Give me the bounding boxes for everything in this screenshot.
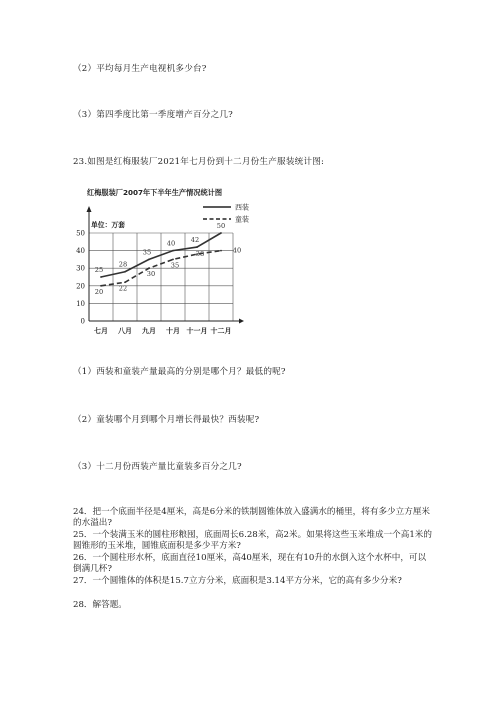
line-chart: [73, 183, 273, 348]
y-tick-label: 20: [76, 282, 85, 291]
y-axis-arrow: [87, 206, 92, 212]
data-point: [124, 281, 126, 283]
legend-label: 童装: [235, 215, 249, 224]
data-label: 28: [118, 260, 128, 269]
problem-25: 25．一个装满玉米的圆柱形粮囤，底面周长6.28米，高2米。如果将这些玉米堆成一个高1米的圆锥形的玉米堆，圆锥底面积是多少平方米?: [73, 530, 432, 552]
data-label: 50: [216, 222, 226, 230]
data-label: 38: [195, 250, 205, 259]
data-label: 40: [232, 246, 242, 255]
x-axis-arrow: [239, 319, 244, 324]
y-axis-unit-label: 单位：万套: [91, 221, 125, 229]
y-tick-label: 30: [76, 264, 85, 273]
y-tick-label: 50: [76, 229, 85, 238]
y-axis-ticks: [76, 230, 85, 326]
question-23-intro: 23.如图是红梅服装厂2021年七月份到十二月份生产服装统计图:: [73, 157, 325, 167]
data-point: [220, 250, 222, 252]
data-point: [100, 285, 102, 287]
x-tick-label: 八月: [118, 327, 132, 335]
data-label: 42: [190, 236, 200, 245]
y-tick-label: 10: [76, 299, 85, 308]
data-label: 35: [142, 248, 152, 257]
x-tick-label: 十月: [166, 327, 180, 335]
data-point: [172, 250, 174, 252]
data-point: [148, 267, 150, 269]
question-2: （2）平均每月生产电视机多少台?: [73, 64, 207, 74]
y-tick-label: 40: [76, 247, 85, 256]
problem-28: 28．解答题。: [73, 600, 127, 610]
x-axis-ticks: [94, 326, 232, 335]
data-label: 35: [170, 261, 180, 270]
data-point: [100, 276, 102, 278]
chart-title: 红梅服装厂2007年下半年生产情况统计图: [87, 188, 223, 197]
x-tick-label: 十二月: [210, 327, 232, 335]
y-tick-label: 0: [80, 317, 85, 326]
data-point: [172, 259, 174, 261]
question-3: （3）第四季度比第一季度增产百分之几?: [73, 110, 233, 120]
problem-27: 27．一个圆锥体的体积是15.7立方分米，底面积是3.14平方分米，它的高有多少分米?: [73, 576, 402, 586]
x-tick-label: 九月: [142, 327, 156, 335]
question-23-sub2: （2）童装哪个月到哪个月增长得最快？西装呢?: [73, 415, 260, 425]
data-label: 20: [94, 287, 104, 296]
question-23-sub3: （3）十二月份西装产量比童装多百分之几?: [73, 462, 242, 472]
x-tick-label: 七月: [94, 327, 108, 335]
legend-label: 西装: [235, 203, 249, 212]
chart-legend: [203, 203, 249, 224]
data-point: [148, 259, 150, 261]
data-label: 30: [146, 270, 156, 279]
problem-24: 24．把一个底面半径是4厘米，高是6分米的铁制圆锥体放入盛满水的桶里，将有多少立方厘米的水溢出?: [73, 507, 431, 529]
data-point: [220, 232, 222, 234]
question-23-sub1: （1）西装和童装产量最高的分别是哪个月？最低的呢?: [73, 367, 286, 377]
data-label: 40: [166, 239, 176, 248]
data-point: [124, 271, 126, 273]
x-tick-label: 十一月: [186, 327, 208, 335]
data-point: [196, 246, 198, 248]
data-label: 25: [94, 266, 104, 274]
data-label: 22: [118, 284, 128, 293]
problem-26: 26．一个圆柱形水杯，底面直径10厘米，高40厘米，现在有10升的水倒入这个水杯中，可以倒满几杯?: [73, 553, 427, 575]
